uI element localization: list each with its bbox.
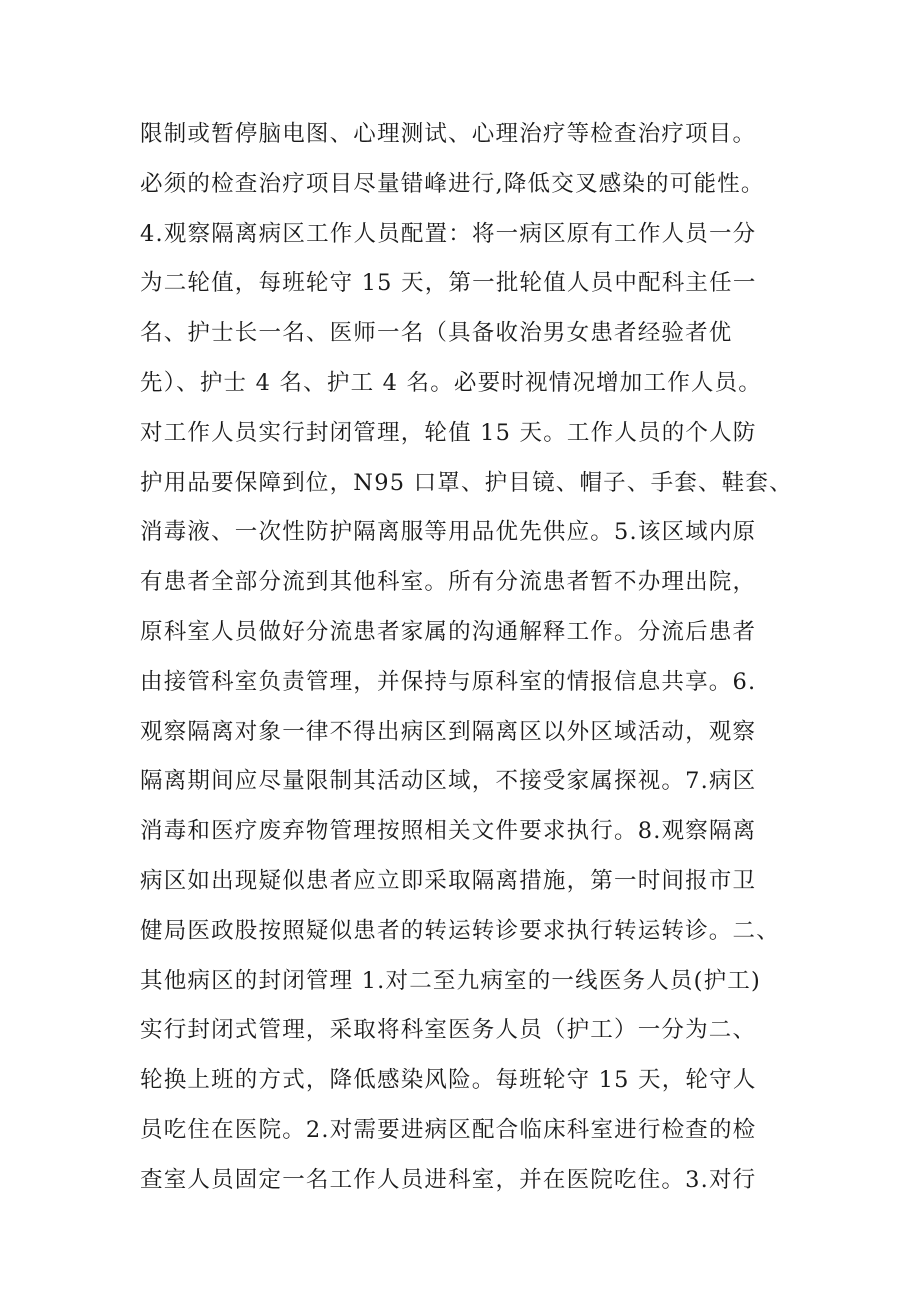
text-line: 查室人员固定一名工作人员进科室，并在医院吃住。3.对行 <box>140 1166 757 1193</box>
text-line: 病区如出现疑似患者应立即采取隔离措施，第一时间报市卫 <box>140 867 757 894</box>
text-line: 轮换上班的方式，降低感染风险。每班轮守 15 天，轮守人 <box>140 1067 757 1094</box>
text-line: 观察隔离对象一律不得出病区到隔离区以外区域活动，观察 <box>140 718 757 745</box>
text-line: 护用品要保障到位，N95 口罩、护目镜、帽子、手套、鞋套、 <box>140 469 793 496</box>
body-text <box>140 110 820 1206</box>
text-line: 4.观察隔离病区工作人员配置：将一病区原有工作人员一分 <box>140 220 757 247</box>
text-line: 其他病区的封闭管理 1.对二至九病室的一线医务人员(护工) <box>140 967 761 994</box>
text-line: 对工作人员实行封闭管理，轮值 15 天。工作人员的个人防 <box>140 419 757 446</box>
text-line: 原科室人员做好分流患者家属的沟通解释工作。分流后患者 <box>140 618 757 645</box>
text-line: 必须的检查治疗项目尽量错峰进行,降低交叉感染的可能性。 <box>140 170 765 197</box>
text-line: 消毒液、一次性防护隔离服等用品优先供应。5.该区域内原 <box>140 519 757 546</box>
text-line: 先）、护士 4 名、护工 4 名。必要时视情况增加工作人员。 <box>140 369 762 396</box>
text-line: 为二轮值，每班轮守 15 天，第一批轮值人员中配科主任一 <box>140 270 757 297</box>
text-line: 实行封闭式管理，采取将科室医务人员（护工）一分为二、 <box>140 1017 757 1044</box>
text-line: 隔离期间应尽量限制其活动区域，不接受家属探视。7.病区 <box>140 768 757 795</box>
text-line: 消毒和医疗废弃物管理按照相关文件要求执行。8.观察隔离 <box>140 818 757 845</box>
text-line: 名、护士长一名、医师一名（具备收治男女患者经验者优 <box>140 320 733 347</box>
text-line: 员吃住在医院。2.对需要进病区配合临床科室进行检查的检 <box>140 1116 757 1143</box>
text-line: 限制或暂停脑电图、心理测试、心理治疗等检查治疗项目。 <box>140 121 757 147</box>
text-line: 由接管科室负责管理，并保持与原科室的情报信息共享。6. <box>140 668 757 695</box>
text-line: 有患者全部分流到其他科室。所有分流患者暂不办理出院， <box>140 569 757 596</box>
text-line: 健局医政股按照疑似患者的转运转诊要求执行转运转诊。二、 <box>140 917 780 944</box>
